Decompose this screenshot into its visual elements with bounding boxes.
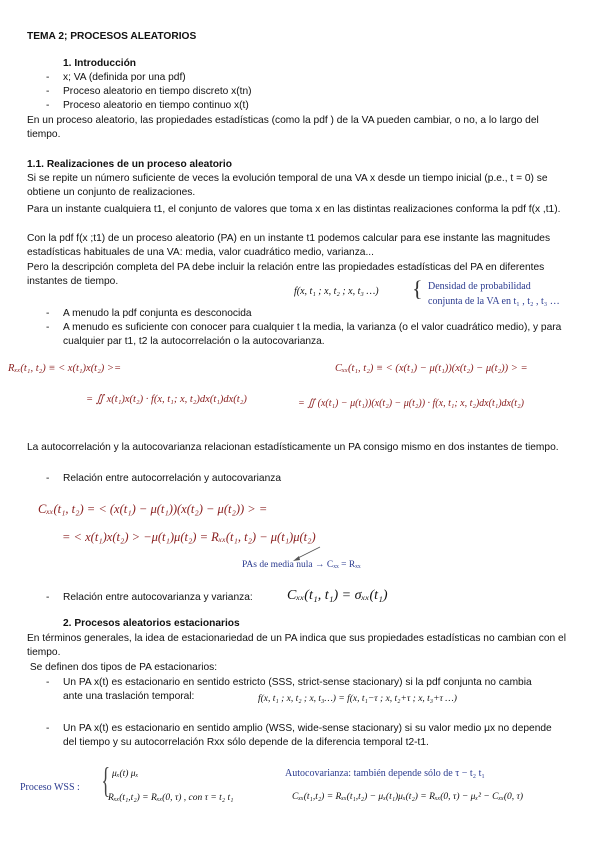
list-item: - Proceso aleatorio en tiempo discreto x(tn) <box>46 86 252 97</box>
autocorrelation-integral: = ∬ x(t₁)x(t₂) · f(x, t₁; x, t₂)dx(t₁)dx(t₂) <box>86 394 247 405</box>
zero-mean-note: PAs de media nula → Cₓₓ = Rₓₓ <box>242 560 361 570</box>
autocorrelation-definition: Rₓₓ(t₁, t₂) ≡ < x(t₁)x(t₂) >= <box>8 363 122 374</box>
paragraph: En términos generales, la idea de estacionariedad de un PA indica que sus propiedades estadísticas no cambian con el tiempo. <box>27 633 566 659</box>
wss-autocorrelation: Rₓₓ(t₁,t₂) = Rₓₓ(0, τ) , con τ = t₂ t₁ <box>108 793 234 803</box>
list-item: - Relación entre autocovarianza y varianza: <box>46 592 253 603</box>
autocovariance-equation: Cₓₓ(t₁,t₂) = Rₓₓ(t₁,t₂) − μₓ(t₁)μₓ(t₂) = Rₓₓ(0, τ) − μₓ² − Cₓₓ(0, τ) <box>292 792 524 802</box>
brace-icon: { <box>412 276 423 301</box>
list-item: - Proceso aleatorio en tiempo continuo x(t) <box>46 100 249 111</box>
section-2-heading: 2. Procesos aleatorios estacionarios <box>63 618 240 629</box>
page-title: TEMA 2; PROCESOS ALEATORIOS <box>27 31 197 42</box>
paragraph: Si se repite un número suficiente de veces la evolución temporal de una VA x desde un tiempo inicial (p.e., t = 0) se obtiene un conjunto de realizaciones. <box>27 173 548 199</box>
list-item: - x; VA (definida por una pdf) <box>46 72 186 83</box>
joint-pdf-formula: f(x, t₁ ; x, t₂ ; x, t₃ …) <box>294 286 379 297</box>
list-item: - Un PA x(t) es estacionario en sentido amplio (WSS, wide-sense stacionary) si su valor medio μx no depende del tiempo y su autocorrelación Rxx sólo depende de la diferencia temporal t2-t1. <box>46 723 552 748</box>
list-item: - Relación entre autocorrelación y autocovarianza <box>46 473 282 484</box>
wss-mean: μₓ(t) μₓ <box>112 769 139 779</box>
list-item: - A menudo la pdf conjunta es desconocida <box>46 308 252 319</box>
brace-icon: { <box>101 760 110 800</box>
paragraph: La autocorrelación y la autocovarianza relacionan estadísticamente un PA consigo mismo en dos instantes de tiempo. <box>27 442 559 453</box>
paragraph: Para un instante cualquiera t1, el conjunto de valores que toma x en las distintas realizaciones conforma la pdf f(x ,t1). <box>27 204 561 215</box>
joint-pdf-note-1: Densidad de probabilidad <box>428 281 531 292</box>
paragraph: Con la pdf f(x ;t1) de un proceso aleatorio (PA) en un instante t1 podemos calcular para ese instante las magnitudes estadísticas habituales de una VA: media, valor cuadrático medio, varianza... <box>27 233 551 259</box>
autocovariance-integral: = ∬ (x(t₁) − μ(t₁))(x(t₂) − μ(t₂)) · f(x, t₁; x, t₂)dx(t₁)dx(t₂) <box>298 398 524 409</box>
autocovariance-definition: Cₓₓ(t₁, t₂) ≡ < (x(t₁) − μ(t₁))(x(t₂) − μ(t₂)) > = <box>335 363 528 374</box>
section-1-1-heading: 1.1. Realizaciones de un proceso aleatorio <box>27 159 232 170</box>
section-1-heading: 1. Introducción <box>63 58 137 69</box>
paragraph: En un proceso aleatorio, las propiedades estadísticas (como la pdf ) de la VA pueden cambiar, o no, a lo largo del tiempo. <box>27 115 539 141</box>
variance-equation: Cₓₓ(t₁, t₁) = σₓₓ(t₁) <box>287 588 388 603</box>
wss-label: Proceso WSS : <box>20 782 80 793</box>
autocovariance-note: Autocovarianza: también depende sólo de τ − t₂ t₁ <box>285 768 485 779</box>
sss-equation: f(x, t₁ ; x, t₂ ; x, t₃…) = f(x, t₁−τ ; x, t₂+τ ; x, t₃+τ …) <box>258 694 457 704</box>
list-item: - A menudo es suficiente con conocer para cualquier t la media, la varianza (o el valor cuadrático medio), y para cualquier par t1, t2 la autocorrelación o la autocovarianza. <box>46 322 562 347</box>
relation-equation-2: = < x(t₁)x(t₂) > −μ(t₁)μ(t₂) = Rₓₓ(t₁, t₂) − μ(t₁)μ(t₂) <box>62 530 316 544</box>
list-item: - Un PA x(t) es estacionario en sentido estricto (SSS, strict-sense stacionary) si la pdf conjunta no cambia ante una traslación temporal: <box>46 677 532 702</box>
paragraph: Se definen dos tipos de PA estacionarios: <box>27 662 218 673</box>
relation-equation-1: Cₓₓ(t₁, t₂) = < (x(t₁) − μ(t₁))(x(t₂) − μ(t₂)) > = <box>38 502 268 516</box>
paragraph: Pero la descripción completa del PA debe incluir la relación entre las propiedades estadísticas del PA en diferentes instantes de tiempo. <box>27 262 545 288</box>
joint-pdf-note-2: conjunta de la VA en t₁ , t₂ , t₃ … <box>428 296 560 307</box>
